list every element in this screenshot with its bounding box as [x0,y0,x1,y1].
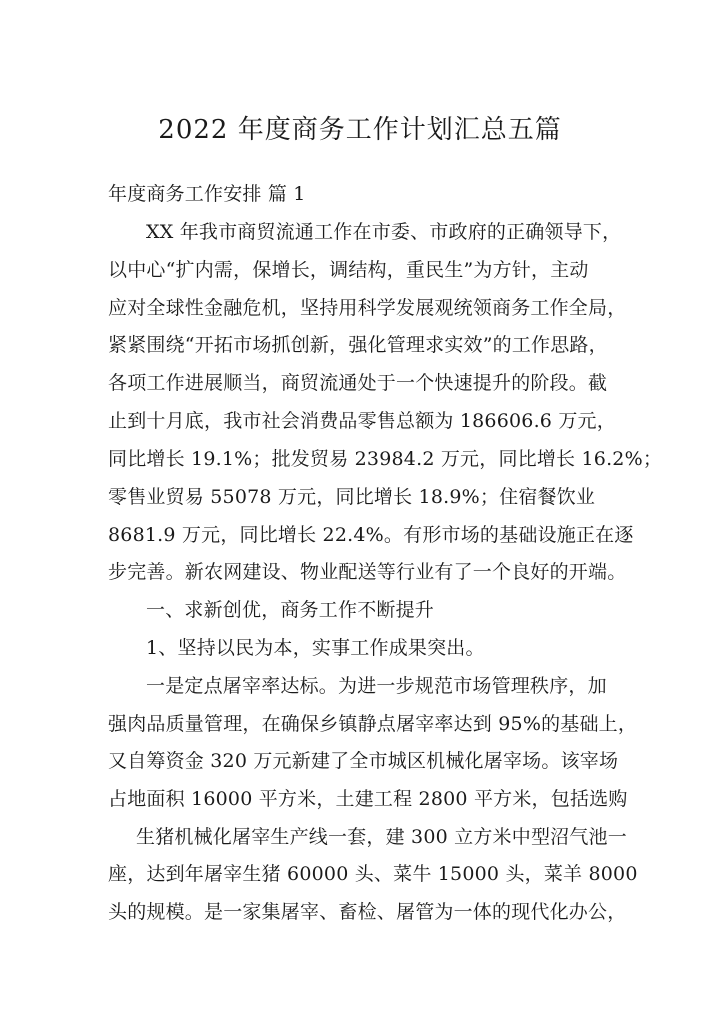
paragraph-line: 紧紧围绕“开拓市场抓创新，强化管理求实效”的工作思路， [108,334,608,356]
paragraph-line: 占地面积 16000 平方米，土建工程 2800 平方米，包括选购 [108,788,628,810]
section-subheading: 一、求新创优，商务工作不断提升 [146,599,435,621]
paragraph-line: 头的规模。是一家集屠宰、畜检、屠管为一体的现代化办公， [108,901,627,923]
paragraph-line: 步完善。新农网建设、物业配送等行业有了一个良好的开端。 [108,561,627,583]
paragraph-line: 强肉品质量管理，在确保乡镇静点屠宰率达到 95%的基础上， [108,713,638,735]
paragraph-line: 座，达到年屠宰生猪 60000 头、菜牛 15000 头，菜羊 8000 [108,863,638,885]
document-title: 2022 年度商务工作计划汇总五篇 [158,115,562,145]
section-heading: 年度商务工作安排 篇 1 [108,183,306,205]
paragraph-line: 零售业贸易 55078 万元，同比增长 18.9%；住宿餐饮业 [108,486,596,508]
paragraph-line: 生猪机械化屠宰生产线一套，建 300 立方米中型沼气池一 [136,826,627,848]
paragraph-line: 以中心“扩内需，保增长，调结构，重民生”为方针，主动 [108,259,589,281]
paragraph-line: 一是定点屠宰率达标。为进一步规范市场管理秩序，加 [146,675,607,697]
paragraph-line: XX 年我市商贸流通工作在市委、市政府的正确领导下， [146,221,622,243]
paragraph-line: 同比增长 19.1%；批发贸易 23984.2 万元，同比增长 16.2%； [108,448,663,470]
paragraph-line: 8681.9 万元，同比增长 22.4%。有形市场的基础设施正在逐 [108,524,634,546]
paragraph-line: 止到十月底，我市社会消费品零售总额为 186606.6 万元， [108,410,616,432]
paragraph-line: 各项工作进展顺当，商贸流通处于一个快速提升的阶段。截 [108,372,608,394]
paragraph-line: 又自筹资金 320 万元新建了全市城区机械化屠宰场。该宰场 [108,750,619,772]
paragraph-line: 应对全球性金融危机，坚持用科学发展观统领商务工作全局， [108,297,627,319]
section-subheading: 1、坚持以民为本，实事工作成果突出。 [146,637,485,659]
